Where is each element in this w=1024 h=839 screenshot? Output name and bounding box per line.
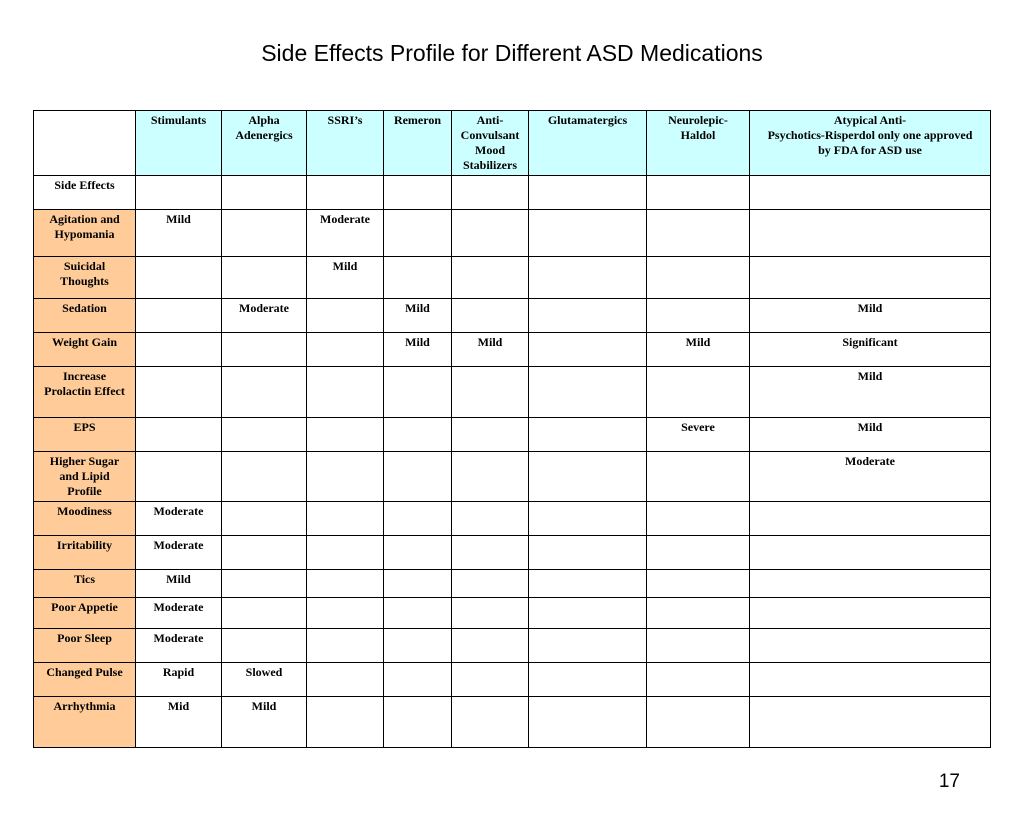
table-cell [307, 598, 384, 629]
table-cell [750, 697, 991, 748]
table-cell [384, 367, 452, 418]
table-cell [307, 418, 384, 452]
table-cell: Mild [136, 210, 222, 257]
table-cell [452, 367, 529, 418]
column-header: Alpha Adenergics [222, 111, 307, 176]
table-cell [136, 333, 222, 367]
table-cell: Moderate [307, 210, 384, 257]
corner-cell [34, 111, 136, 176]
table-cell [647, 570, 750, 598]
row-header: Sedation [34, 299, 136, 333]
side-effects-table [33, 110, 991, 748]
table-cell [647, 598, 750, 629]
table-cell [452, 502, 529, 536]
table-cell: Mild [452, 333, 529, 367]
table-cell [307, 502, 384, 536]
row-header: Tics [34, 570, 136, 598]
table-cell: Slowed [222, 663, 307, 697]
table-cell [384, 452, 452, 502]
table-row [34, 367, 991, 418]
table-cell [384, 570, 452, 598]
row-header: Weight Gain [34, 333, 136, 367]
side-effects-label: Side Effects [34, 176, 136, 210]
table-cell [307, 333, 384, 367]
column-header: Remeron [384, 111, 452, 176]
table-cell [222, 502, 307, 536]
table-row [34, 502, 991, 536]
table-cell [750, 598, 991, 629]
table-cell [647, 210, 750, 257]
column-header: Stimulants [136, 111, 222, 176]
table-cell [647, 452, 750, 502]
table-cell [452, 629, 529, 663]
table-cell [452, 257, 529, 299]
table-cell [529, 502, 647, 536]
table-cell [529, 452, 647, 502]
table-cell [384, 536, 452, 570]
table-cell [647, 367, 750, 418]
table-cell [529, 536, 647, 570]
table-cell: Moderate [136, 598, 222, 629]
table-cell [307, 697, 384, 748]
table-cell [384, 257, 452, 299]
table-cell [136, 176, 222, 210]
table-cell [222, 536, 307, 570]
table-cell [384, 629, 452, 663]
table-cell [136, 367, 222, 418]
table-cell [307, 176, 384, 210]
row-header: Irritability [34, 536, 136, 570]
table-cell [647, 629, 750, 663]
table-cell: Mild [222, 697, 307, 748]
column-header: Neurolepic- Haldol [647, 111, 750, 176]
table-row [34, 333, 991, 367]
table-cell [307, 452, 384, 502]
column-header: SSRI’s [307, 111, 384, 176]
table-row [34, 570, 991, 598]
table-row [34, 452, 991, 502]
table-cell: Mild [384, 299, 452, 333]
table-cell [750, 210, 991, 257]
table-cell: Mild [750, 367, 991, 418]
table-cell: Mild [750, 418, 991, 452]
row-header: Higher Sugar and Lipid Profile [34, 452, 136, 502]
row-header: Agitation and Hypomania [34, 210, 136, 257]
table-cell: Severe [647, 418, 750, 452]
table-row [34, 663, 991, 697]
table-cell [222, 598, 307, 629]
table-cell [647, 663, 750, 697]
row-header: Moodiness [34, 502, 136, 536]
table-cell: Mild [647, 333, 750, 367]
table-cell [222, 210, 307, 257]
table-cell [222, 629, 307, 663]
table-cell [750, 570, 991, 598]
table-cell [529, 697, 647, 748]
table-cell: Significant [750, 333, 991, 367]
column-header: Anti- Convulsant Mood Stabilizers [452, 111, 529, 176]
table-cell [222, 257, 307, 299]
table-cell [222, 452, 307, 502]
table-cell [452, 663, 529, 697]
table-cell [384, 176, 452, 210]
table-cell [647, 697, 750, 748]
table-cell [307, 367, 384, 418]
table-cell [222, 176, 307, 210]
table-cell [452, 598, 529, 629]
table-cell [750, 663, 991, 697]
table-cell [529, 418, 647, 452]
table-cell [529, 598, 647, 629]
table-cell [452, 176, 529, 210]
table-row [34, 598, 991, 629]
table-cell [529, 629, 647, 663]
table-cell [452, 570, 529, 598]
table-cell [529, 333, 647, 367]
table-cell [222, 418, 307, 452]
table-cell [647, 176, 750, 210]
table-cell [384, 502, 452, 536]
side-effects-label-row [34, 176, 991, 210]
table-cell [750, 629, 991, 663]
table-cell: Mild [750, 299, 991, 333]
table-cell [750, 257, 991, 299]
table-row [34, 210, 991, 257]
table-cell [136, 418, 222, 452]
row-header: Increase Prolactin Effect [34, 367, 136, 418]
row-header: Changed Pulse [34, 663, 136, 697]
table-cell [529, 663, 647, 697]
table-cell [750, 536, 991, 570]
table-cell [307, 629, 384, 663]
table-cell [750, 176, 991, 210]
table-cell [750, 502, 991, 536]
table-cell [452, 299, 529, 333]
table-cell [136, 257, 222, 299]
table-cell: Mid [136, 697, 222, 748]
table-cell [384, 663, 452, 697]
table-cell: Moderate [136, 536, 222, 570]
table-cell [529, 210, 647, 257]
table-cell [647, 536, 750, 570]
table-cell [647, 257, 750, 299]
table-cell [384, 418, 452, 452]
table-cell [222, 570, 307, 598]
table-cell: Mild [136, 570, 222, 598]
table-cell: Mild [384, 333, 452, 367]
row-header: Poor Appetie [34, 598, 136, 629]
row-header: Suicidal Thoughts [34, 257, 136, 299]
table-header-row [34, 111, 991, 176]
table-cell [452, 418, 529, 452]
table-cell [647, 299, 750, 333]
row-header: Poor Sleep [34, 629, 136, 663]
page-number: 17 [938, 771, 960, 792]
table-cell [307, 663, 384, 697]
table-row [34, 418, 991, 452]
table-cell [136, 299, 222, 333]
table-cell: Rapid [136, 663, 222, 697]
table-cell [307, 299, 384, 333]
table-row [34, 299, 991, 333]
table-cell [529, 299, 647, 333]
column-header: Glutamatergics [529, 111, 647, 176]
table-row [34, 697, 991, 748]
table-cell [307, 536, 384, 570]
table-cell: Moderate [750, 452, 991, 502]
table-cell [529, 176, 647, 210]
table-cell [384, 210, 452, 257]
table-cell [529, 570, 647, 598]
table-cell [452, 210, 529, 257]
row-header: Arrhythmia [34, 697, 136, 748]
table-cell [222, 333, 307, 367]
table-cell [647, 502, 750, 536]
table-cell [307, 570, 384, 598]
table-row [34, 257, 991, 299]
table-cell [384, 697, 452, 748]
table-cell: Moderate [136, 629, 222, 663]
table-row [34, 536, 991, 570]
slide-title: Side Effects Profile for Different ASD Medications [261, 40, 763, 66]
table-cell [384, 598, 452, 629]
table-cell [452, 697, 529, 748]
table-cell: Mild [307, 257, 384, 299]
table-cell [452, 452, 529, 502]
table-cell: Moderate [136, 502, 222, 536]
row-header: EPS [34, 418, 136, 452]
column-header: Atypical Anti- Psychotics-Risperdol only one approved by FDA for ASD use [750, 111, 991, 176]
table-cell [452, 536, 529, 570]
table-cell [136, 452, 222, 502]
table-row [34, 629, 991, 663]
table-cell [222, 367, 307, 418]
table-cell [529, 257, 647, 299]
table-cell: Moderate [222, 299, 307, 333]
table-cell [529, 367, 647, 418]
